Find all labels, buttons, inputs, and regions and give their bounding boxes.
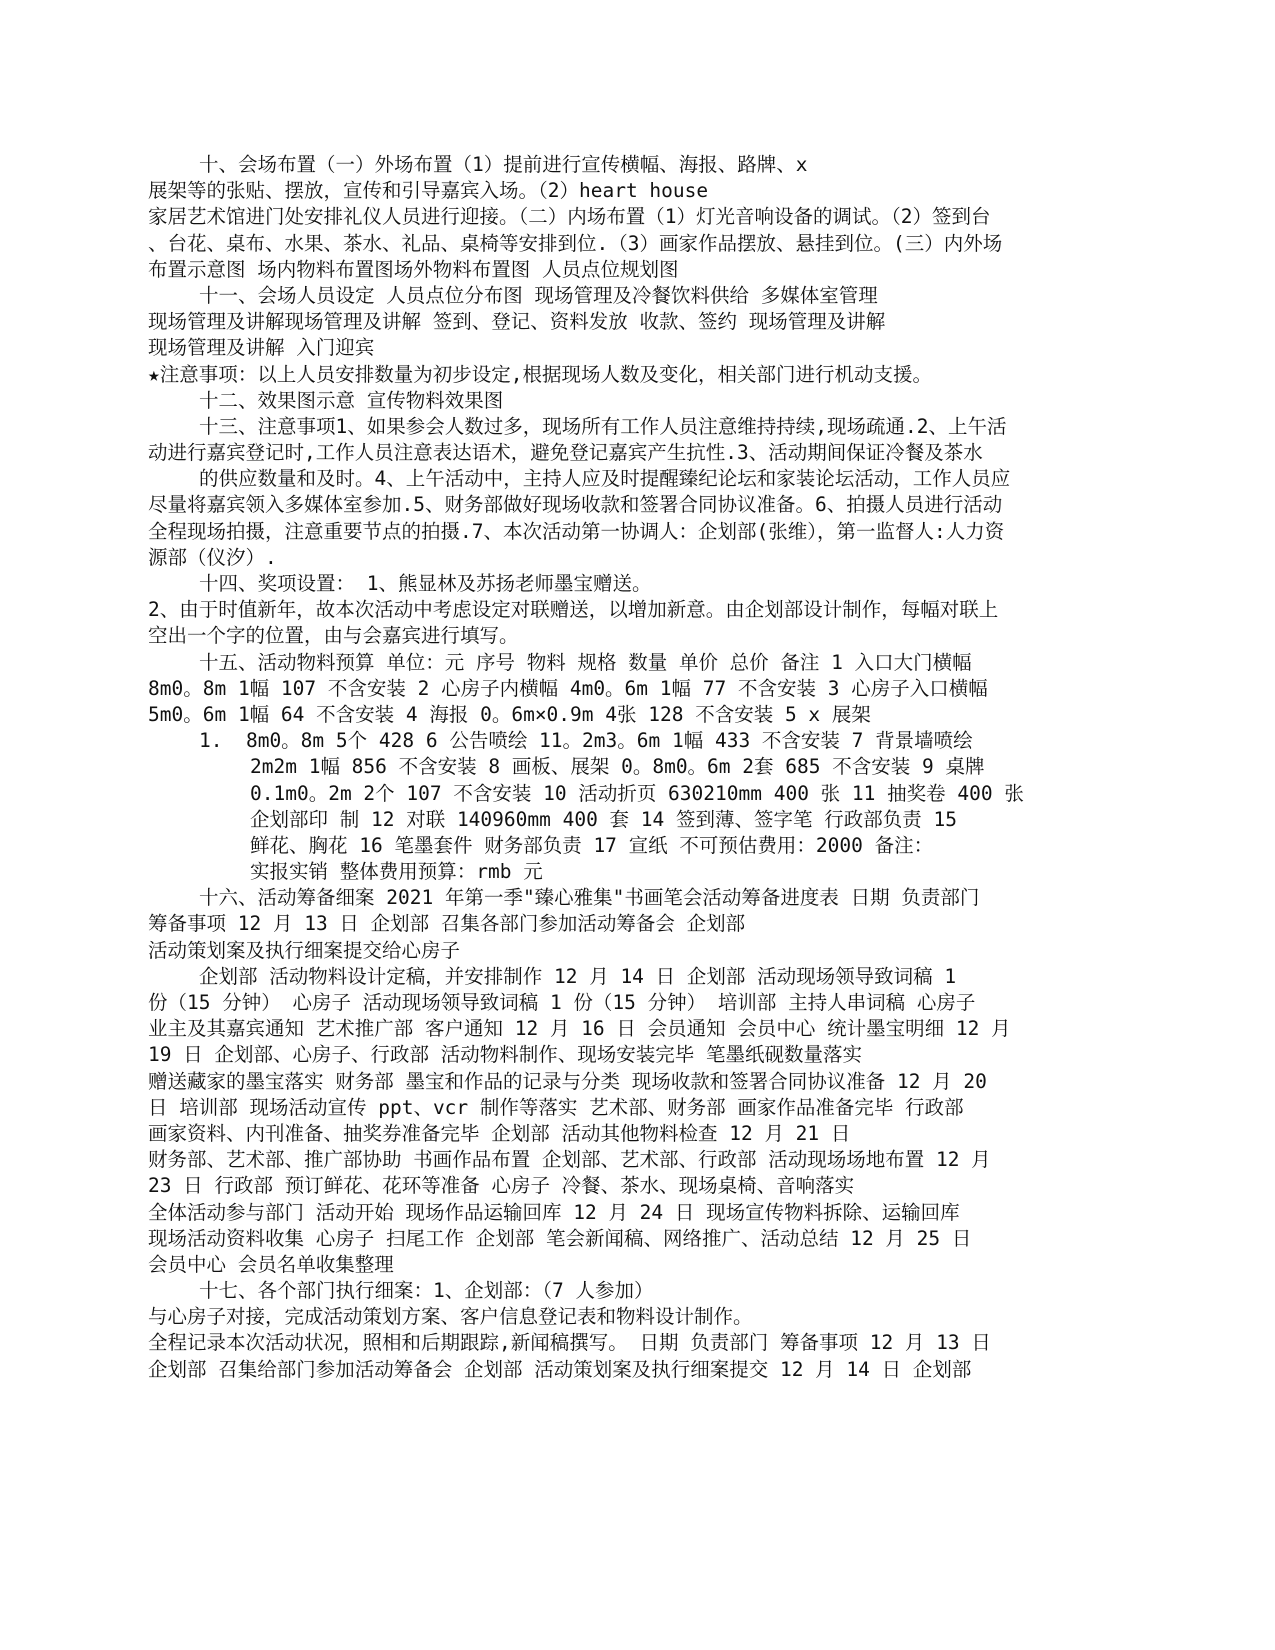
text-line: 的供应数量和及时。4、上午活动中，主持人应及时提醒臻纪论坛和家装论坛活动，工作人员应: [199, 467, 1011, 491]
text-line: 企划部 活动物料设计定稿，并安排制作 12 月 14 日 企划部 活动现场领导致词稿 1: [199, 964, 957, 988]
text-line: 尽量将嘉宾领入多媒体室参加.5、财务部做好现场收款和签署合同协议准备。6、拍摄人员进行活动: [148, 493, 1003, 517]
text-line: 画家资料、内刊准备、抽奖券准备完毕 企划部 活动其他物料检查 12 月 21 日: [148, 1121, 851, 1145]
section-15-heading: 十五、活动物料预算 单位：元 序号 物料 规格 数量 单价 总价 备注 1 入口大门横幅: [199, 650, 972, 674]
text-line: 、台花、桌布、水果、茶水、礼品、桌椅等安排到位.（3）画家作品摆放、悬挂到位。(三）内外场: [148, 231, 1003, 255]
text-line: 日 培训部 现场活动宣传 ppt、vcr 制作等落实 艺术部、财务部 画家作品准备完毕 行政部: [148, 1095, 964, 1119]
text-line: 会员中心 会员名单收集整理: [148, 1252, 394, 1276]
text-line: 企划部 召集给部门参加活动筹备会 企划部 活动策划案及执行细案提交 12 月 14 日 企划部: [148, 1357, 972, 1381]
text-line: 与心房子对接，完成活动策划方案、客户信息登记表和物料设计制作。: [148, 1305, 753, 1329]
section-12-heading: 十二、效果图示意 宣传物料效果图: [199, 388, 504, 412]
text-line: 筹备事项 12 月 13 日 企划部 召集各部门参加活动筹备会 企划部: [148, 912, 746, 936]
text-line: 全程记录本次活动状况，照相和后期跟踪,新闻稿撰写。 日期 负责部门 筹备事项 12 月 13 日: [148, 1331, 991, 1355]
text-line: 现场管理及讲解 入门迎宾: [148, 336, 375, 360]
text-line: 2、由于时值新年，故本次活动中考虑设定对联赠送，以增加新意。由企划部设计制作，每幅对联上: [148, 598, 999, 622]
section-17-heading: 十七、各个部门执行细案：1、企划部：（7 人参加）: [199, 1279, 654, 1303]
text-line: 23 日 行政部 预订鲜花、花环等准备 心房子 冷餐、茶水、现场桌椅、音响落实: [148, 1174, 855, 1198]
text-line: 展架等的张贴、摆放，宣传和引导嘉宾入场。（2）heart house: [148, 179, 709, 203]
note-line: ★注意事项：以上人员安排数量为初步设定,根据现场人数及变化，相关部门进行机动支援。: [148, 362, 932, 386]
document-body: [148, 152, 1128, 1383]
text-line: 家居艺术馆进门处安排礼仪人员进行迎接。（二）内场布置（1）灯光音响设备的调试。（2）签到台: [148, 205, 991, 229]
text-line: 全程现场拍摄，注意重要节点的拍摄.7、本次活动第一协调人：企划部(张维），第一监督人:人力资: [148, 519, 1005, 543]
text-line: 业主及其嘉宾通知 艺术推广部 客户通知 12 月 16 日 会员通知 会员中心 统计墨宝明细 12 月: [148, 1017, 1011, 1041]
section-16-heading: 十六、活动筹备细案 2021 年第一季"臻心雅集"书画笔会活动筹备进度表 日期 负责部门: [199, 886, 980, 910]
text-line: 赠送藏家的墨宝落实 财务部 墨宝和作品的记录与分类 现场收款和签署合同协议准备 12 月 20: [148, 1069, 987, 1093]
text-line: 0.1m0。2m 2个 107 不含安装 10 活动折页 630210mm 400 张 11 抽奖卷 400 张: [250, 781, 1024, 805]
text-line: 布置示意图 场内物料布置图场外物料布置图 人员点位规划图: [148, 257, 679, 281]
text-line: 鲜花、胸花 16 笔墨套件 财务部负责 17 宣纸 不可预估费用：2000 备注：: [250, 833, 934, 857]
section-13-heading: 十三、注意事项1、如果参会人数过多，现场所有工作人员注意维持持续,现场疏通.2、上午活: [199, 414, 1007, 438]
text-line: 活动策划案及执行细案提交给心房子: [148, 938, 461, 962]
text-line: 财务部、艺术部、推广部协助 书画作品布置 企划部、艺术部、行政部 活动现场场地布置 12 月: [148, 1148, 991, 1172]
section-11-heading: 十一、会场人员设定 人员点位分布图 现场管理及冷餐饮料供给 多媒体室管理: [199, 283, 878, 307]
text-line: 8m0。8m 1幅 107 不含安装 2 心房子内横幅 4m0。6m 1幅 77 不含安装 3 心房子入口横幅: [148, 676, 988, 700]
text-line: 5m0。6m 1幅 64 不含安装 4 海报 0。6m×0.9m 4张 128 不含安装 5 x 展架: [148, 702, 871, 726]
list-item: 1. 8m0。8m 5个 428 6 公告喷绘 11。2m3。6m 1幅 433 不含安装 7 背景墙喷绘: [199, 729, 973, 753]
text-line: 动进行嘉宾登记时,工作人员注意表达语术，避免登记嘉宾产生抗性.3、活动期间保证冷餐及茶水: [148, 441, 983, 465]
section-14-heading: 十四、奖项设置： 1、熊显林及苏扬老师墨宝赠送。: [199, 572, 652, 595]
section-10-heading: 十、会场布置（一）外场布置（1）提前进行宣传横幅、海报、路牌、x: [199, 153, 808, 176]
text-line: 源部（仪汐）.: [148, 545, 277, 569]
text-line: 全体活动参与部门 活动开始 现场作品运输回库 12 月 24 日 现场宣传物料拆除、运输回库: [148, 1200, 960, 1224]
text-line: 空出一个字的位置，由与会嘉宾进行填写。: [148, 624, 519, 648]
text-line: 现场管理及讲解现场管理及讲解 签到、登记、资料发放 收款、签约 现场管理及讲解: [148, 310, 886, 334]
text-line: 19 日 企划部、心房子、行政部 活动物料制作、现场安装完毕 笔墨纸砚数量落实: [148, 1043, 862, 1067]
text-line: 企划部印 制 12 对联 140960mm 400 套 14 签到薄、签字笔 行政部负责 15: [250, 807, 957, 831]
text-line: 2m2m 1幅 856 不含安装 8 画板、展架 0。8m0。6m 2套 685 不含安装 9 桌牌: [250, 755, 985, 779]
text-line: 实报实销 整体费用预算：rmb 元: [250, 860, 543, 884]
text-line: 现场活动资料收集 心房子 扫尾工作 企划部 笔会新闻稿、网络推广、活动总结 12 月 25 日: [148, 1226, 972, 1250]
text-line: 份（15 分钟） 心房子 活动现场领导致词稿 1 份（15 分钟） 培训部 主持人串词稿 心房子: [148, 991, 976, 1014]
